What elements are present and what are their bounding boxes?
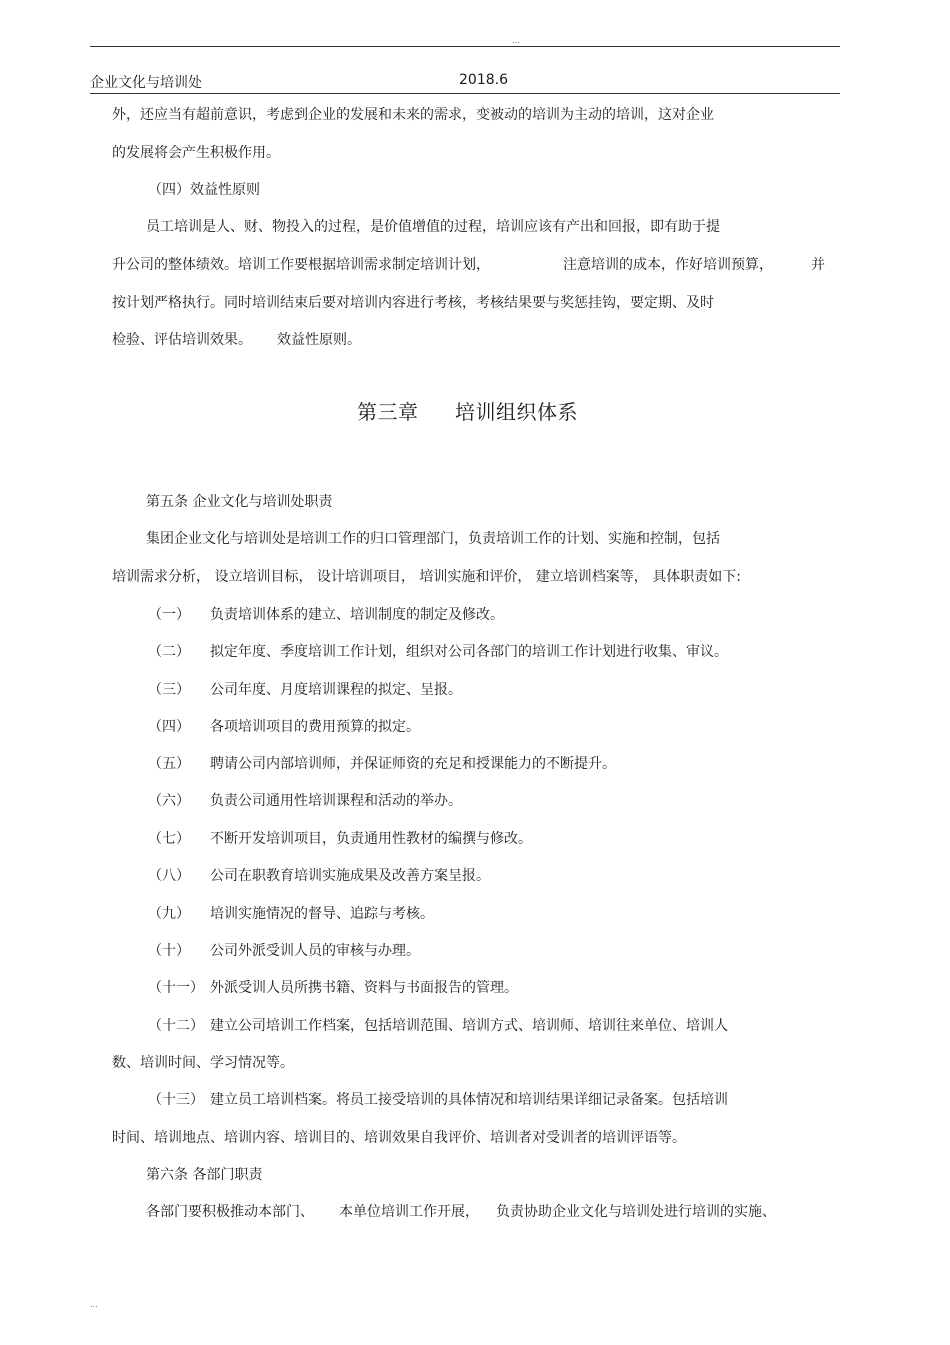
list-item-number: （三） — [148, 682, 190, 698]
list-item-number: （八） — [148, 868, 190, 884]
paragraph-line: 检验、评估培训效果。 — [112, 332, 252, 348]
list-item: 公司年度、月度培训课程的拟定、呈报。 — [210, 682, 462, 698]
list-item-number: （十三） — [148, 1092, 204, 1108]
list-item-number: （六） — [148, 793, 190, 809]
paragraph-line: 升公司的整体绩效。培训工作要根据培训需求制定培训计划， — [112, 257, 490, 273]
header-rule — [90, 93, 840, 94]
paragraph-line: 培训需求分析， 设立培训目标， 设计培训项目， 培训实施和评价， 建立培训档案等， 具体职责如下: — [112, 569, 741, 585]
list-item: 各项培训项目的费用预算的拟定。 — [210, 719, 420, 735]
paragraph-line: 集团企业文化与培训处是培训工作的归口管理部门，负责培训工作的计划、实施和控制，包括 — [146, 531, 720, 547]
list-item: 负责培训体系的建立、培训制度的制定及修改。 — [210, 607, 504, 623]
paragraph-line: 注意培训的成本，作好培训预算， — [563, 257, 773, 273]
list-item: 聘请公司内部培训师，并保证师资的充足和授课能力的不断提升。 — [210, 756, 616, 772]
list-item-number: （九） — [148, 906, 190, 922]
header-top-dots: ... — [512, 36, 520, 45]
paragraph-line: 本单位培训工作开展， — [339, 1204, 479, 1220]
list-item-number: （一） — [148, 607, 190, 623]
footer-dots: ... — [90, 1300, 98, 1309]
list-item: 外派受训人员所携书籍、资料与书面报告的管理。 — [210, 980, 518, 996]
paragraph-line: 各部门要积极推动本部门、 — [146, 1204, 314, 1220]
list-item: 建立公司培训工作档案，包括培训范围、培训方式、培训师、培训往来单位、培训人 — [210, 1018, 728, 1034]
list-item-number: （二） — [148, 644, 190, 660]
paragraph-line: 员工培训是人、财、物投入的过程，是价值增值的过程，培训应该有产出和回报，即有助于提 — [146, 219, 720, 235]
list-item-number: （十二） — [148, 1018, 204, 1034]
section-heading: （四）效益性原则 — [148, 182, 260, 198]
chapter-number: 第三章 — [357, 400, 419, 424]
list-item: 负责公司通用性培训课程和活动的举办。 — [210, 793, 462, 809]
list-item-continuation: 数、培训时间、学习情况等。 — [112, 1055, 294, 1071]
paragraph-line: 负责协助企业文化与培训处进行培训的实施、 — [496, 1204, 776, 1220]
list-item: 拟定年度、季度培训工作计划，组织对公司各部门的培训工作计划进行收集、审议。 — [210, 644, 728, 660]
article-heading: 第五条 企业文化与培训处职责 — [146, 494, 333, 510]
header-top-rule — [90, 46, 840, 47]
paragraph-line: 效益性原则。 — [277, 332, 361, 348]
article-heading: 第六条 各部门职责 — [146, 1167, 263, 1183]
header-date: 2018.6 — [459, 72, 508, 88]
list-item-continuation: 时间、培训地点、培训内容、培训目的、培训效果自我评价、培训者对受训者的培训评语等。 — [112, 1130, 686, 1146]
chapter-title: 培训组织体系 — [455, 400, 578, 424]
list-item-number: （四） — [148, 719, 190, 735]
list-item: 公司外派受训人员的审核与办理。 — [210, 943, 420, 959]
list-item-number: （五） — [148, 756, 190, 772]
list-item-number: （十一） — [148, 980, 204, 996]
list-item-number: （十） — [148, 943, 190, 959]
paragraph-line: 并 — [811, 257, 825, 273]
list-item-number: （七） — [148, 831, 190, 847]
paragraph-line: 的发展将会产生积极作用。 — [112, 145, 280, 161]
header-department: 企业文化与培训处 — [90, 75, 202, 91]
paragraph-line: 外，还应当有超前意识，考虑到企业的发展和未来的需求，变被动的培训为主动的培训，这对企业 — [112, 107, 714, 123]
paragraph-line: 按计划严格执行。同时培训结束后要对培训内容进行考核，考核结果要与奖惩挂钩，要定期、及时 — [112, 295, 714, 311]
list-item: 建立员工培训档案。将员工接受培训的具体情况和培训结果详细记录备案。包括培训 — [210, 1092, 728, 1108]
list-item: 培训实施情况的督导、追踪与考核。 — [210, 906, 434, 922]
list-item: 公司在职教育培训实施成果及改善方案呈报。 — [210, 868, 490, 884]
list-item: 不断开发培训项目，负责通用性教材的编撰与修改。 — [210, 831, 532, 847]
